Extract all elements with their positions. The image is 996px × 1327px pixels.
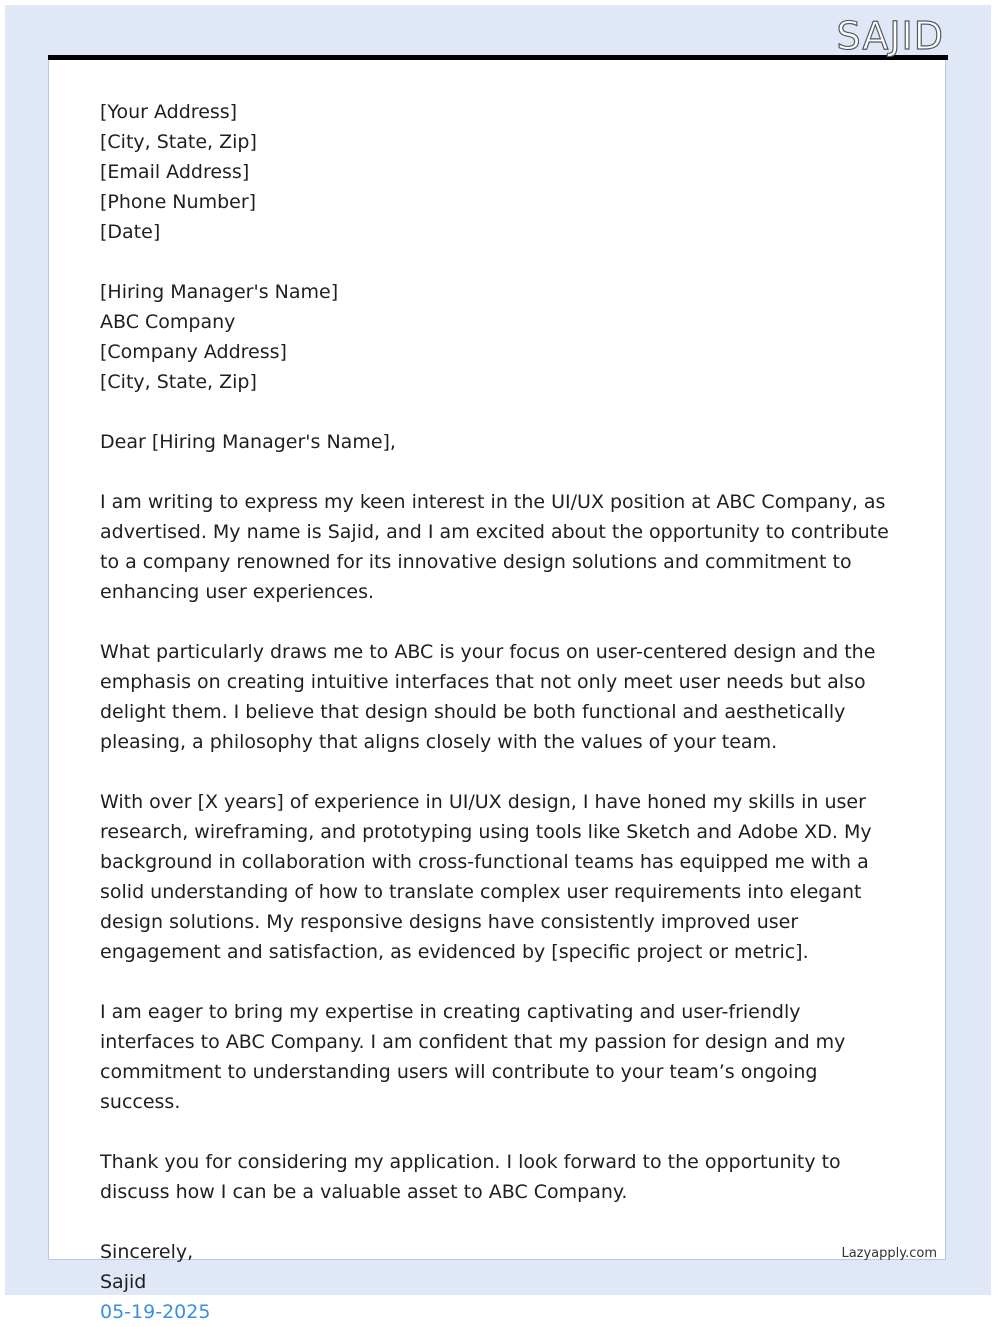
watermark-text: Lazyapply.com: [841, 1246, 937, 1261]
brand-name: SAJID: [836, 14, 944, 58]
signature-name: Sajid: [100, 1271, 147, 1293]
sender-city: [City, State, Zip]: [100, 131, 257, 153]
sender-phone: [Phone Number]: [100, 191, 257, 213]
header-rule: [48, 55, 948, 60]
body-paragraph: With over [X years] of experience in UI/UX design, I have honed my skills in user research, wireframing, and prototyping using tools like Sketch and Adobe XD. My background in collaboration with cross-functional teams has equipped me with a solid understanding of how to translate complex user requirements into elegant design solutions. My responsive designs have consistently improved user engagement and satisfaction, as evidenced by [specific project or metric].: [100, 791, 872, 963]
cover-letter: [100, 97, 900, 1327]
recipient-city: [City, State, Zip]: [100, 371, 257, 393]
valediction: Sincerely,: [100, 1241, 194, 1263]
body-paragraph: What particularly draws me to ABC is your focus on user-centered design and the emphasis on creating intuitive interfaces that not only meet user needs but also delight them. I believe that design should be both functional and aesthetically pleasing, a philosophy that aligns closely with the values of your team.: [100, 641, 876, 753]
recipient-company: ABC Company: [100, 311, 236, 333]
letter-date: 05-19-2025: [100, 1301, 211, 1323]
sender-email: [Email Address]: [100, 161, 250, 183]
sender-date: [Date]: [100, 221, 161, 243]
salutation: Dear [Hiring Manager's Name],: [100, 431, 396, 453]
recipient-name: [Hiring Manager's Name]: [100, 281, 339, 303]
sender-address: [Your Address]: [100, 101, 238, 123]
body-paragraph: I am eager to bring my expertise in creating captivating and user-friendly interfaces to ABC Company. I am confident that my passion for design and my commitment to understanding users will contribute to your team’s ongoing success.: [100, 1001, 846, 1113]
body-paragraph: Thank you for considering my application. I look forward to the opportunity to discuss how I can be a valuable asset to ABC Company.: [100, 1151, 841, 1203]
recipient-address: [Company Address]: [100, 341, 287, 363]
body-paragraph: I am writing to express my keen interest in the UI/UX position at ABC Company, as advertised. My name is Sajid, and I am excited about the opportunity to contribute to a company renowned for its innovative design solutions and commitment to enhancing user experiences.: [100, 491, 889, 603]
